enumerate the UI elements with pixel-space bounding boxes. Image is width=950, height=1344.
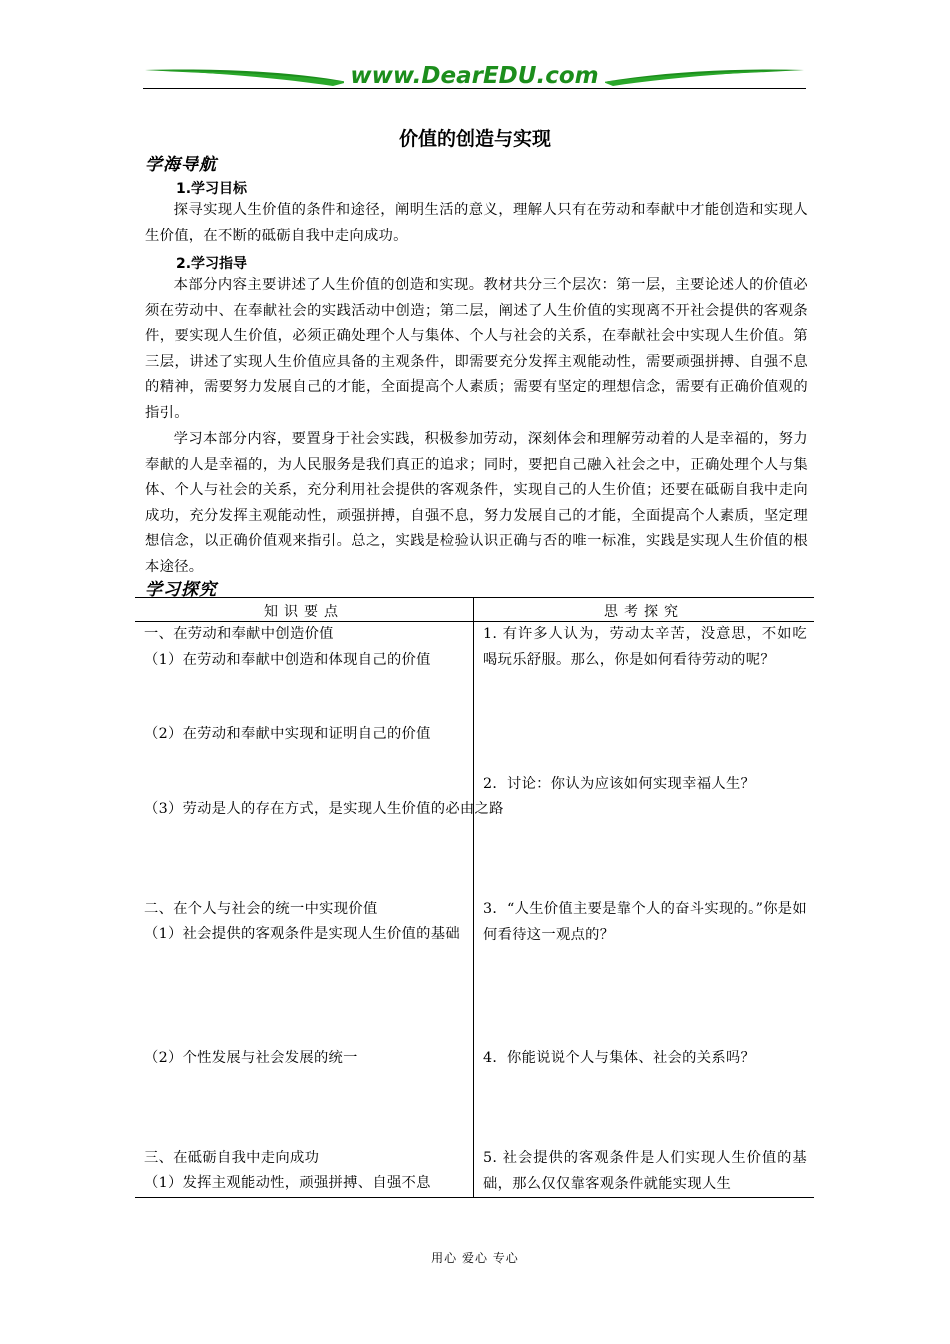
goal-heading: 1.学习目标 <box>176 181 248 197</box>
question-4: 4．你能说说个人与集体、社会的关系吗？ <box>483 1050 756 1066</box>
knowledge-section-2-title: 二、在个人与社会的统一中实现价值 <box>144 901 378 917</box>
section-heading-nav: 学海导航 <box>145 155 217 175</box>
knowledge-item: （1）发挥主观能动性，顽强拼搏、自强不息 <box>144 1175 431 1191</box>
question-3: 3．“人生价值主要是靠个人的奋斗实现的。”你是如何看待这一观点的？ <box>483 901 807 943</box>
guide-paragraph-2: 学习本部分内容，要置身于社会实践，积极参加劳动，深刻体会和理解劳动着的人是幸福的，努力奉献的人是幸福的，为人民服务是我们真正的追求；同时，要把自己融入社会之中，正确处理个人与集体、个人与社会的关系，充分利用社会提供的客观条件，实现自己的人生价值；还要在砥砺自我中走向成功，充分发挥主观能动性，顽强拼搏，自强不息，努力发展自己的才能，全面提高个人素质，坚定理想信念，以正确价值观来指引。总之，实践是检验认识正确与否的唯一标准，实践是实现人生价值的根本途径。 <box>145 431 808 575</box>
explore-table <box>135 597 814 1198</box>
goal-paragraph: 探寻实现人生价值的条件和途径，阐明生活的意义，理解人只有在劳动和奉献中才能创造和实现人生价值，在不断的砥砺自我中走向成功。 <box>145 202 808 244</box>
guide-paragraph-1: 本部分内容主要讲述了人生价值的创造和实现。教材共分三个层次：第一层，主要论述人的价值必须在劳动中、在奉献社会的实践活动中创造；第二层，阐述了人生价值的实现离不开社会提供的客观条件，要实现人生价值，必须正确处理个人与集体、个人与社会的关系，在奉献社会中实现人生价值。第三层，讲述了实现人生价值应具备的主观条件，即需要充分发挥主观能动性，需要顽强拼搏、自强不息的精神，需要努力发展自己的才能，全面提高个人素质；需要有坚定的理想信念，需要有正确价值观的指引。 <box>145 277 808 421</box>
table-top-border <box>135 597 814 598</box>
table-column-divider <box>473 597 474 1198</box>
column-header-knowledge: 知识要点 <box>264 604 344 620</box>
guide-heading: 2.学习指导 <box>176 256 248 272</box>
knowledge-item: （3）劳动是人的存在方式，是实现人生价值的必由之路 <box>144 801 504 817</box>
column-header-thinking: 思考探究 <box>604 604 684 620</box>
knowledge-item: （2）个性发展与社会发展的统一 <box>144 1050 358 1066</box>
knowledge-section-3-title: 三、在砥砺自我中走向成功 <box>144 1150 320 1166</box>
section-heading-explore: 学习探究 <box>145 580 217 600</box>
page-footer: 用心 爱心 专心 <box>431 1251 519 1265</box>
site-logo-text: www.DearEDU.com <box>143 63 806 89</box>
knowledge-section-1-title: 一、在劳动和奉献中创造价值 <box>144 626 334 642</box>
knowledge-item: （1）在劳动和奉献中创造和体现自己的价值 <box>144 652 431 668</box>
question-2: 2．讨论：你认为应该如何实现幸福人生？ <box>483 776 756 792</box>
question-5: 5. 社会提供的客观条件是人们实现人生价值的基础，那么仅仅靠客观条件就能实现人生 <box>483 1150 807 1192</box>
knowledge-item: （1）社会提供的客观条件是实现人生价值的基础 <box>144 926 460 942</box>
knowledge-item: （2）在劳动和奉献中实现和证明自己的价值 <box>144 726 431 742</box>
question-1: 1. 有许多人认为，劳动太辛苦，没意思，不如吃喝玩乐舒服。那么，你是如何看待劳动的呢？ <box>483 626 807 668</box>
page-title: 价值的创造与实现 <box>398 128 551 150</box>
header-rule <box>143 88 806 89</box>
